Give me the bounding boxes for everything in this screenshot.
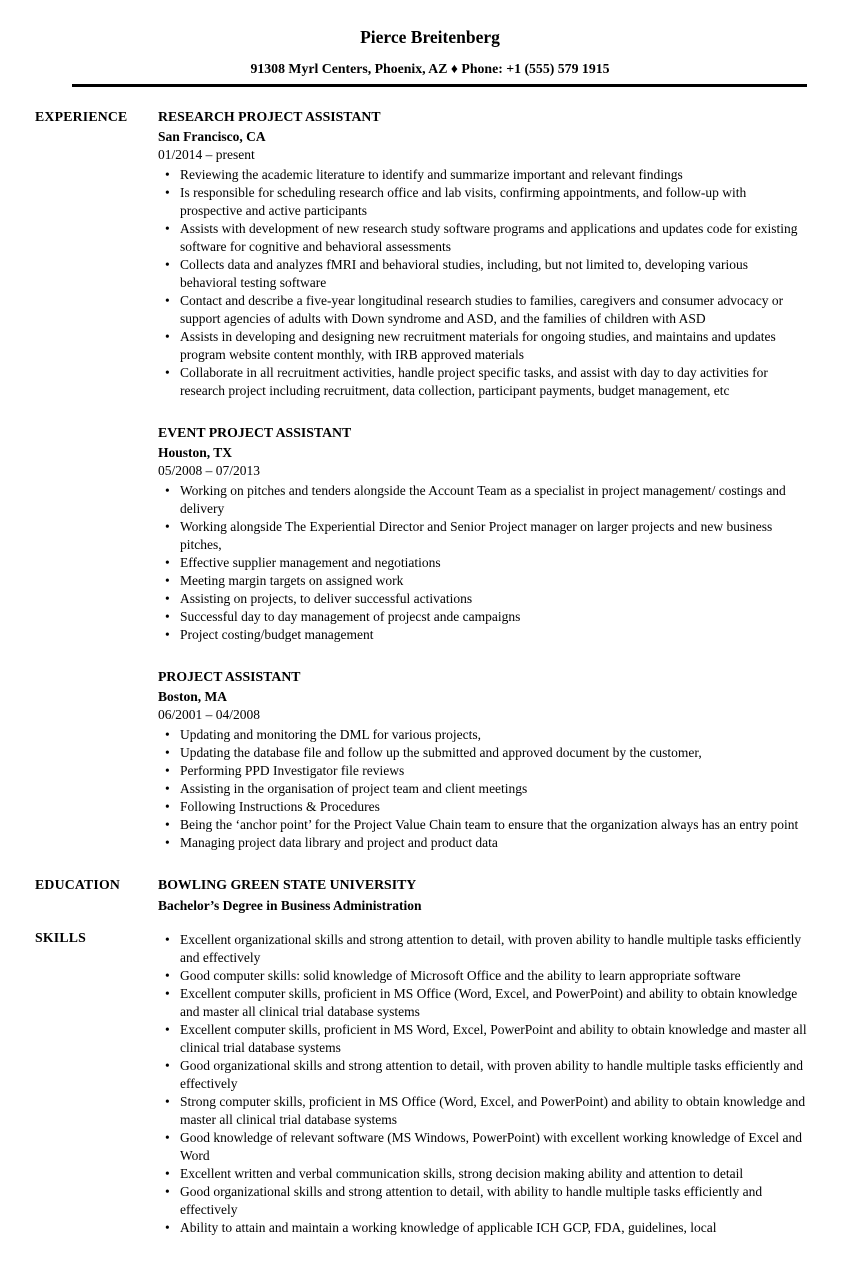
job-block [158, 424, 808, 644]
job-bullet: • Meeting margin targets on assigned work [158, 572, 808, 590]
job-location: Boston, MA [158, 689, 228, 704]
job-bullet: • Is responsible for scheduling research office and lab visits, confirming appointments, and follow-up with prospective and active participants [158, 184, 808, 220]
job-bullet: • Updating and monitoring the DML for various projects, [158, 726, 808, 744]
job-bullet: • Contact and describe a five-year longitudinal research studies to families, caregivers and consumer advocacy or support agencies of adults with Down syndrome and ASD, and the families of children with ASD [158, 292, 808, 328]
job-title: RESEARCH PROJECT ASSISTANT [158, 109, 381, 124]
header-divider [72, 84, 807, 87]
job-bullet: • Updating the database file and follow up the submitted and approved document by the customer, [158, 744, 808, 762]
job-bullet: • Collaborate in all recruitment activities, handle project specific tasks, and assist with day to day activities for research project including recruitment, data collection, participant payments, budget management, etc [158, 364, 808, 400]
education-content [158, 876, 808, 915]
resume-page [0, 27, 860, 1237]
skill-bullet: • Good organizational skills and strong attention to detail, with proven ability to handle multiple tasks efficiently and effectively [158, 1057, 808, 1093]
skill-bullet: • Strong computer skills, proficient in MS Office (Word, Excel, and PowerPoint) and ability to obtain knowledge and master all clinical trial database systems [158, 1093, 808, 1129]
skill-bullet: • Good organizational skills and strong attention to detail, with ability to handle multiple tasks efficiently and effectively [158, 1183, 808, 1219]
skill-bullet: • Excellent computer skills, proficient in MS Word, Excel, PowerPoint and ability to obtain knowledge and master all clinical trial database systems [158, 1021, 808, 1057]
job-location: San Francisco, CA [158, 129, 266, 144]
job-bullet-list [158, 726, 808, 852]
job-bullet: • Being the ‘anchor point’ for the Project Value Chain team to ensure that the organization always has an entry point [158, 816, 808, 834]
job-bullet: • Managing project data library and project and product data [158, 834, 808, 852]
section-label-skills: SKILLS [35, 930, 87, 945]
section-label-education: EDUCATION [35, 877, 121, 892]
job-location: Houston, TX [158, 445, 233, 460]
job-title: EVENT PROJECT ASSISTANT [158, 425, 352, 440]
skill-bullet: • Excellent organizational skills and strong attention to detail, with proven ability to handle multiple tasks efficiently and effectively [158, 931, 808, 967]
job-dates: 05/2008 – 07/2013 [158, 463, 261, 478]
job-block [158, 668, 808, 852]
skill-bullet: • Excellent computer skills, proficient in MS Office (Word, Excel, and PowerPoint) and ability to obtain knowledge and master all clinical trial database systems [158, 985, 808, 1021]
job-bullet-list [158, 482, 808, 644]
job-bullet: • Assists with development of new research study software programs and applications and updates code for existing software for cognitive and behavioral assessments [158, 220, 808, 256]
skill-bullet: • Good computer skills: solid knowledge of Microsoft Office and the ability to learn appropriate software [158, 967, 808, 985]
job-dates: 06/2001 – 04/2008 [158, 707, 261, 722]
skills-list [158, 931, 808, 1237]
person-name: Pierce Breitenberg [360, 27, 500, 47]
experience-jobs [158, 108, 808, 852]
job-bullet: • Project costing/budget management [158, 626, 808, 644]
job-bullet: • Successful day to day management of projecst ande campaigns [158, 608, 808, 626]
education-school: BOWLING GREEN STATE UNIVERSITY [158, 877, 417, 892]
section-label-experience: EXPERIENCE [35, 109, 128, 124]
job-bullet: • Assists in developing and designing new recruitment materials for ongoing studies, and maintains and updates program website content monthly, with IRB approved materials [158, 328, 808, 364]
contact-line: 91308 Myrl Centers, Phoenix, AZ ♦ Phone: +1 (555) 579 1915 [250, 61, 610, 76]
job-bullet: • Assisting in the organisation of project team and client meetings [158, 780, 808, 798]
skill-bullet: • Excellent written and verbal communication skills, strong decision making ability and attention to detail [158, 1165, 808, 1183]
skill-bullet: • Good knowledge of relevant software (MS Windows, PowerPoint) with excellent working knowledge of Excel and Word [158, 1129, 808, 1165]
section-skills [35, 929, 860, 1237]
section-experience [35, 108, 860, 852]
job-bullet: • Working alongside The Experiential Director and Senior Project manager on larger projects and new business pitches, [158, 518, 808, 554]
job-block [158, 108, 808, 400]
job-bullet: • Reviewing the academic literature to identify and summarize important and relevant findings [158, 166, 808, 184]
job-title: PROJECT ASSISTANT [158, 669, 301, 684]
skill-bullet: • Ability to attain and maintain a working knowledge of applicable ICH GCP, FDA, guidelines, local [158, 1219, 808, 1237]
job-bullet: • Collects data and analyzes fMRI and behavioral studies, including, but not limited to, developing various behavioral testing software [158, 256, 808, 292]
section-education [35, 876, 860, 915]
job-bullet: • Working on pitches and tenders alongside the Account Team as a specialist in project management/ costings and delivery [158, 482, 808, 518]
job-bullet: • Effective supplier management and negotiations [158, 554, 808, 572]
job-bullet-list [158, 166, 808, 400]
job-bullet: • Following Instructions & Procedures [158, 798, 808, 816]
job-dates: 01/2014 – present [158, 147, 255, 162]
job-bullet: • Performing PPD Investigator file reviews [158, 762, 808, 780]
skills-content [158, 929, 808, 1237]
education-degree: Bachelor’s Degree in Business Administration [158, 898, 422, 913]
job-bullet: • Assisting on projects, to deliver successful activations [158, 590, 808, 608]
